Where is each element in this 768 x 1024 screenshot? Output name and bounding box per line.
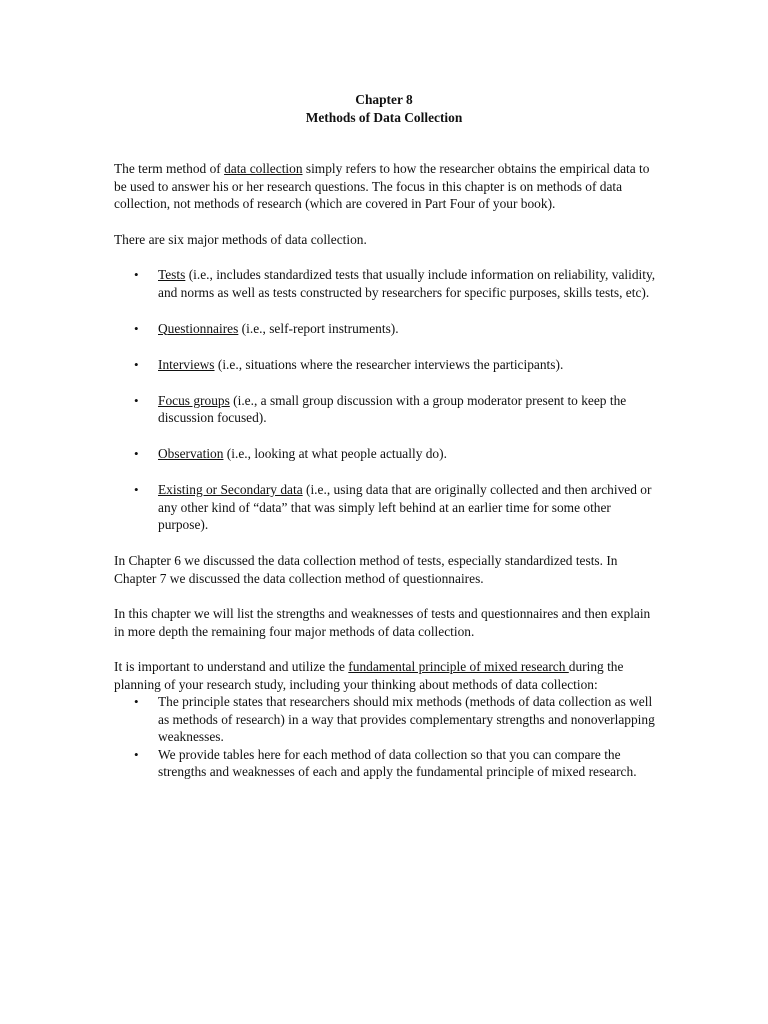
intro-paragraph <box>114 160 659 213</box>
principle-point-text: We provide tables here for each method of data collection so that you can compare the strengths and weaknesses of each and apply the fundamental principle of mixed research. <box>158 746 637 779</box>
bullet-icon: • <box>134 446 139 461</box>
bullet-icon: • <box>134 746 139 762</box>
intro-text-end: simply refers to how the researcher obtains the empirical data to be used to answer his or her research questions. The focus in this chapter is on methods of data collection, not methods of research (which are covered in Part Four of your book). <box>114 161 650 211</box>
bullet-icon: • <box>134 482 139 497</box>
principle-text-end: during the planning of your research study, including your thinking about methods of data collection: <box>114 659 624 692</box>
list-item-principle <box>114 693 659 746</box>
chapter-title: Methods of Data Collection <box>305 109 463 125</box>
method-term: Observation <box>158 446 224 461</box>
method-term: Focus groups <box>158 392 230 408</box>
intro-text-start: The term method of <box>114 161 225 176</box>
principle-text-start: It is important to understand and utilize the <box>114 659 349 674</box>
chapter-number: Chapter 8 <box>355 92 413 107</box>
principle-paragraph <box>114 658 659 693</box>
methods-list <box>114 266 659 534</box>
list-item-tables <box>114 746 659 781</box>
document-body <box>114 160 659 799</box>
method-description: (i.e., self-report instruments). <box>238 320 399 336</box>
bullet-icon: • <box>134 694 139 709</box>
bullet-icon: • <box>134 392 139 408</box>
principle-points-list <box>114 693 659 781</box>
six-methods-paragraph: There are six major methods of data collection. <box>114 231 367 247</box>
method-description: (i.e., includes standardized tests that usually include information on reliability, validity, and norms as well as tests constructed by researchers for specific purposes, skills tests, etc). <box>158 267 656 300</box>
bullet-icon: • <box>134 356 139 372</box>
method-term: Interviews <box>158 356 215 372</box>
method-description: (i.e., looking at what people actually do). <box>223 446 447 461</box>
method-term: Existing or Secondary data <box>158 482 303 497</box>
method-description: (i.e., a small group discussion with a group moderator present to keep the discussion focused). <box>158 392 627 425</box>
bullet-icon: • <box>134 320 139 336</box>
method-term: Tests <box>158 267 186 282</box>
list-item-existing-data <box>114 481 659 534</box>
list-item-focus-groups <box>114 392 659 427</box>
bullet-icon: • <box>134 267 139 282</box>
method-description: (i.e., situations where the researcher interviews the participants). <box>214 356 564 372</box>
chapter-heading <box>0 91 768 126</box>
list-item-observation <box>114 445 659 463</box>
method-term: Questionnaires <box>158 320 239 336</box>
principle-point-text: The principle states that researchers should mix methods (methods of data collection as well as methods of research) in a way that provides complementary strengths and nonoverlapping weaknesses. <box>158 694 655 744</box>
list-item-questionnaires <box>114 320 659 338</box>
this-chapter-paragraph: In this chapter we will list the strengths and weaknesses of tests and questionnaires and then explain in more depth the remaining four major methods of data collection. <box>114 606 651 639</box>
list-item-tests <box>114 266 659 301</box>
term-fundamental-principle: fundamental principle of mixed research <box>348 659 569 674</box>
term-data-collection: data collection <box>224 161 303 176</box>
method-description: (i.e., using data that are originally collected and then archived or any other kind of “data” that was simply left behind at an earlier time for some other purpose). <box>158 482 652 532</box>
list-item-interviews <box>114 356 659 374</box>
chapters-paragraph: In Chapter 6 we discussed the data collection method of tests, especially standardized tests. In Chapter 7 we discussed the data collection method of questionnaires. <box>114 553 618 586</box>
